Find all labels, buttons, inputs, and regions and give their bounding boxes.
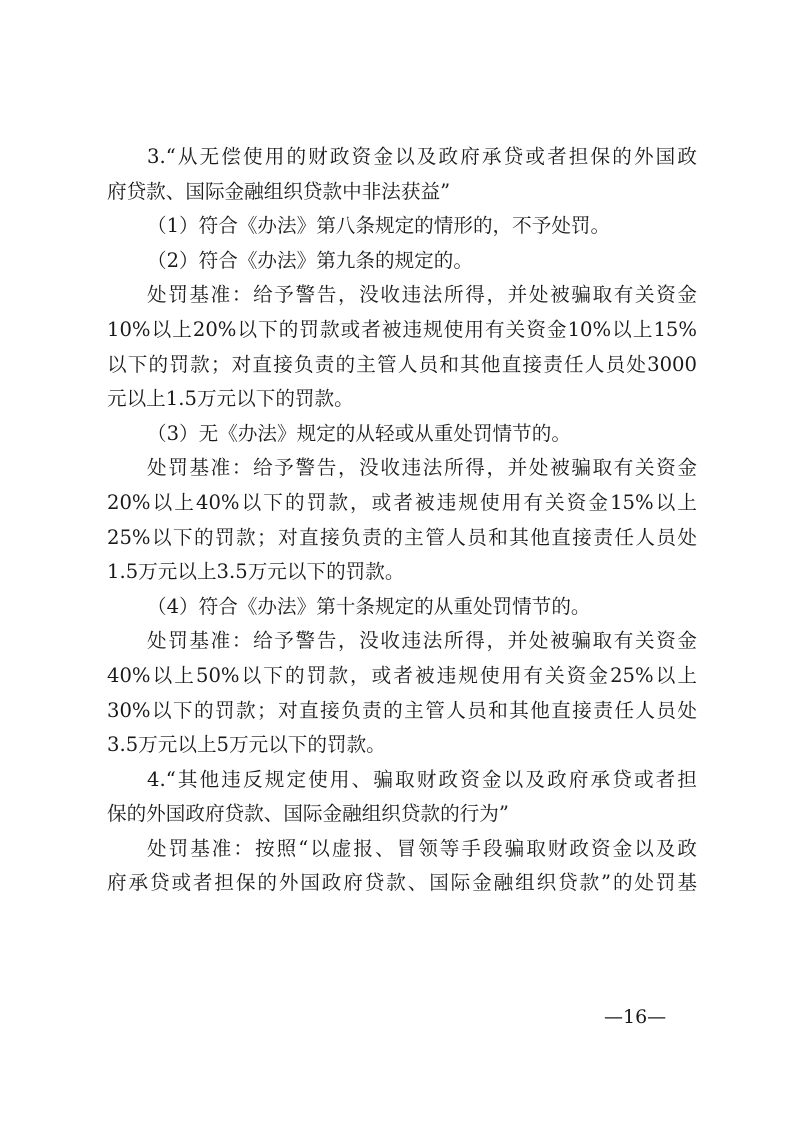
text-line: 4.“其他违反规定使用、骗取财政资金以及政府承贷或者担	[147, 767, 697, 791]
text-line: 30%以下的罚款；对直接负责的主管人员和其他直接责任人员处	[107, 698, 697, 722]
text-line: 3.“从无偿使用的财政资金以及政府承贷或者担保的外国政	[147, 145, 697, 168]
text-line: 3.5万元以上5万元以下的罚款。	[107, 733, 386, 757]
text-line: （4）符合《办法》第十条规定的从重处罚情节的。	[147, 594, 591, 618]
text-line: （2）符合《办法》第九条的规定的。	[147, 248, 473, 272]
text-line: 府贷款、国际金融组织贷款中非法获益”	[107, 179, 451, 203]
text-line: 保的外国政府贷款、国际金融组织贷款的行为”	[107, 802, 509, 826]
text-line: 10%以上20%以下的罚款或者被违规使用有关资金10%以上15%	[107, 317, 697, 341]
page-number: —16—	[604, 1006, 667, 1028]
text-line: 1.5万元以上3.5万元以下的罚款。	[107, 560, 405, 584]
text-line: 40%以上50%以下的罚款，或者被违规使用有关资金25%以上	[107, 663, 697, 687]
text-line: 处罚基准：给予警告，没收违法所得，并处被骗取有关资金	[147, 283, 697, 307]
text-line: 元以上1.5万元以下的罚款。	[107, 387, 354, 411]
text-line: 处罚基准：给予警告，没收违法所得，并处被骗取有关资金	[147, 456, 697, 480]
text-line: （3）无《办法》规定的从轻或从重处罚情节的。	[147, 421, 571, 445]
text-line: （1）符合《办法》第八条规定的情形的，不予处罚。	[147, 214, 611, 238]
text-line: 处罚基准：给予警告，没收违法所得，并处被骗取有关资金	[147, 629, 697, 653]
document-body	[107, 140, 697, 901]
text-line: 以下的罚款；对直接负责的主管人员和其他直接责任人员处3000	[107, 352, 697, 376]
text-line: 20%以上40%以下的罚款，或者被违规使用有关资金15%以上	[107, 490, 697, 514]
text-line: 25%以下的罚款；对直接负责的主管人员和其他直接责任人员处	[107, 525, 697, 549]
text-line: 府承贷或者担保的外国政府贷款、国际金融组织贷款”的处罚基	[107, 871, 697, 895]
text-line: 处罚基准：按照“以虚报、冒领等手段骗取财政资金以及政	[147, 836, 697, 860]
